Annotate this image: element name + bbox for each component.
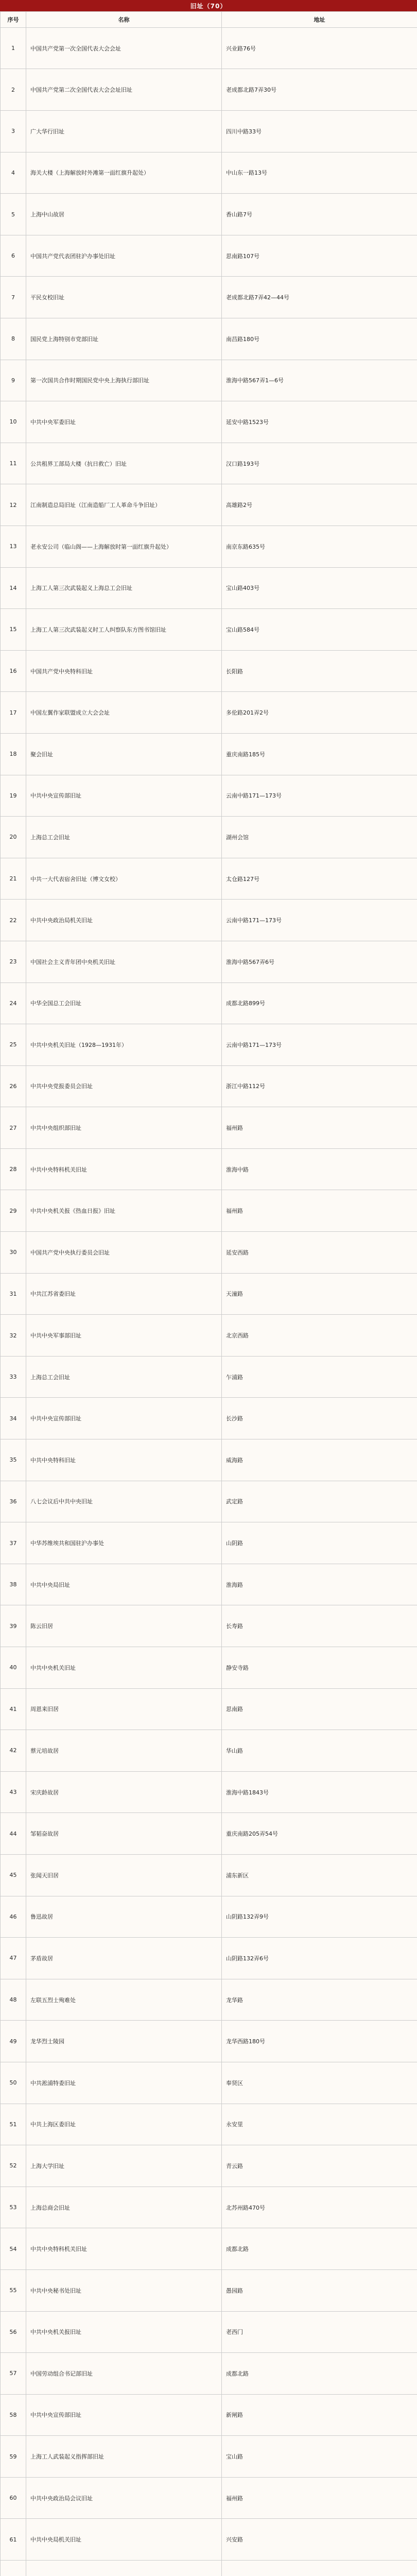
name-cell: 江南制造总局旧址（江南造船厂工人革命斗争旧址） bbox=[26, 484, 222, 526]
name-cell: 中共上海区委旧址 bbox=[26, 2104, 222, 2145]
index-cell: 47 bbox=[1, 1938, 26, 1979]
address-cell: 华山路 bbox=[222, 1730, 417, 1772]
address-cell: 香山路7号 bbox=[222, 194, 417, 235]
table-row bbox=[1, 2062, 417, 2104]
name-cell: 平民女校旧址 bbox=[26, 277, 222, 318]
address-cell: 汉口路193号 bbox=[222, 443, 417, 484]
name-cell: 中华苏维埃共和国驻沪办事处 bbox=[26, 1522, 222, 1564]
name-cell: 中国社会主义青年团中央机关旧址 bbox=[26, 941, 222, 982]
index-cell: 29 bbox=[1, 1190, 26, 1232]
index-cell: 12 bbox=[1, 484, 26, 526]
name-cell: 上海工人武装起义指挥部旧址 bbox=[26, 2436, 222, 2478]
name-cell: 中共中央特科机关旧址 bbox=[26, 1148, 222, 1190]
table-row bbox=[1, 733, 417, 775]
table-row bbox=[1, 1771, 417, 1813]
address-cell: 多伦路201弄2号 bbox=[222, 692, 417, 734]
index-cell: 30 bbox=[1, 1232, 26, 1274]
table-row bbox=[1, 484, 417, 526]
address-cell: 天潼路 bbox=[222, 1273, 417, 1315]
name-cell: 中共江苏省委旧址 bbox=[26, 1273, 222, 1315]
index-cell: 35 bbox=[1, 1439, 26, 1481]
table-row bbox=[1, 1813, 417, 1855]
index-cell: 6 bbox=[1, 235, 26, 277]
table-row bbox=[1, 2394, 417, 2436]
name-cell: 八七会议后中共中央旧址 bbox=[26, 1481, 222, 1522]
address-cell bbox=[222, 2561, 417, 2576]
table-row bbox=[1, 2561, 417, 2576]
address-cell: 宝山路584号 bbox=[222, 609, 417, 651]
name-cell: 中共中央宣传部旧址 bbox=[26, 1398, 222, 1439]
index-cell: 14 bbox=[1, 567, 26, 609]
index-cell: 24 bbox=[1, 982, 26, 1024]
index-cell: 13 bbox=[1, 526, 26, 567]
index-cell: 53 bbox=[1, 2187, 26, 2228]
table-row bbox=[1, 1232, 417, 1274]
name-cell: 老永安公司（临山阁——上海解放时第一面红旗升起处） bbox=[26, 526, 222, 567]
table-row bbox=[1, 900, 417, 941]
index-header: 序号 bbox=[1, 12, 26, 28]
table-row bbox=[1, 1564, 417, 1605]
name-cell: 上海总工会旧址 bbox=[26, 817, 222, 858]
name-cell: 中国劳动组合书记部旧址 bbox=[26, 2353, 222, 2395]
address-cell: 福州路 bbox=[222, 1190, 417, 1232]
table-row bbox=[1, 1481, 417, 1522]
name-cell: 公共租界工部局大楼（抗日救亡）旧址 bbox=[26, 443, 222, 484]
address-cell: 龙华西路180号 bbox=[222, 2021, 417, 2062]
name-cell: 上海工人第三次武装起义上海总工会旧址 bbox=[26, 567, 222, 609]
table-row bbox=[1, 1647, 417, 1689]
address-cell: 山阴路132弄9号 bbox=[222, 1896, 417, 1938]
table-row bbox=[1, 1315, 417, 1357]
name-cell: 中共中央特科旧址 bbox=[26, 1439, 222, 1481]
name-cell: 广大华行旧址 bbox=[26, 111, 222, 152]
index-cell: 1 bbox=[1, 27, 26, 69]
address-cell: 浦东新区 bbox=[222, 1854, 417, 1896]
table-row bbox=[1, 2311, 417, 2353]
index-cell: 4 bbox=[1, 152, 26, 194]
address-cell: 重庆南路185号 bbox=[222, 733, 417, 775]
address-cell: 淮海路 bbox=[222, 1564, 417, 1605]
address-cell: 山阴路132弄6号 bbox=[222, 1938, 417, 1979]
address-cell: 湖州会馆 bbox=[222, 817, 417, 858]
address-cell: 重庆南路205弄54号 bbox=[222, 1813, 417, 1855]
name-cell: 聚会旧址 bbox=[26, 733, 222, 775]
name-cell: 中共中央军事部旧址 bbox=[26, 1315, 222, 1357]
address-cell: 淮海中路567弄6号 bbox=[222, 941, 417, 982]
index-cell: 2 bbox=[1, 69, 26, 111]
index-cell: 9 bbox=[1, 360, 26, 401]
table-row bbox=[1, 2145, 417, 2187]
table-row bbox=[1, 858, 417, 900]
name-cell: 中国左翼作家联盟成立大会会址 bbox=[26, 692, 222, 734]
table-row bbox=[1, 1522, 417, 1564]
address-cell: 福州路 bbox=[222, 1107, 417, 1149]
table-row bbox=[1, 443, 417, 484]
name-cell: 中共一大代表宿舍旧址（博文女校） bbox=[26, 858, 222, 900]
address-cell: 南京东路635号 bbox=[222, 526, 417, 567]
table-row bbox=[1, 609, 417, 651]
name-cell: 上海工人第三次武装起义时工人纠察队东方图书馆旧址 bbox=[26, 609, 222, 651]
index-cell bbox=[1, 2561, 26, 2576]
name-cell: 周恩来旧居 bbox=[26, 1688, 222, 1730]
address-cell: 奉贤区 bbox=[222, 2062, 417, 2104]
name-cell: 中共中央宣传部旧址 bbox=[26, 775, 222, 817]
name-cell: 中国共产党第一次全国代表大会会址 bbox=[26, 27, 222, 69]
table-row bbox=[1, 111, 417, 152]
table-row bbox=[1, 567, 417, 609]
address-cell: 浙江中路112号 bbox=[222, 1065, 417, 1107]
table-row bbox=[1, 650, 417, 692]
index-cell: 41 bbox=[1, 1688, 26, 1730]
name-cell: 中共中央党报委员会旧址 bbox=[26, 1065, 222, 1107]
index-cell: 17 bbox=[1, 692, 26, 734]
index-cell: 42 bbox=[1, 1730, 26, 1772]
table-row bbox=[1, 1979, 417, 2021]
index-cell: 28 bbox=[1, 1148, 26, 1190]
address-cell: 四川中路33号 bbox=[222, 111, 417, 152]
table-row bbox=[1, 1688, 417, 1730]
index-cell: 38 bbox=[1, 1564, 26, 1605]
name-cell: 鲁迅故居 bbox=[26, 1896, 222, 1938]
name-cell: 中共中央组织部旧址 bbox=[26, 1107, 222, 1149]
name-cell: 中共中央政治局会议旧址 bbox=[26, 2477, 222, 2519]
address-cell: 淮海中路 bbox=[222, 1148, 417, 1190]
table-row bbox=[1, 360, 417, 401]
name-cell: 茅盾故居 bbox=[26, 1938, 222, 1979]
table-row bbox=[1, 982, 417, 1024]
address-cell: 永安里 bbox=[222, 2104, 417, 2145]
name-cell: 陈云旧居 bbox=[26, 1605, 222, 1647]
table-row bbox=[1, 1190, 417, 1232]
address-cell: 北苏州路470号 bbox=[222, 2187, 417, 2228]
table-row bbox=[1, 2187, 417, 2228]
table-row bbox=[1, 2353, 417, 2395]
name-cell: 中共中央局旧址 bbox=[26, 1564, 222, 1605]
name-cell: 中华全国总工会旧址 bbox=[26, 982, 222, 1024]
address-cell: 成都北路899号 bbox=[222, 982, 417, 1024]
index-cell: 51 bbox=[1, 2104, 26, 2145]
table-row bbox=[1, 526, 417, 567]
name-cell: 海关大楼（上海解放时外滩第一面红旗升起处） bbox=[26, 152, 222, 194]
address-cell: 福州路 bbox=[222, 2477, 417, 2519]
name-cell: 中共淞浦特委旧址 bbox=[26, 2062, 222, 2104]
index-cell: 56 bbox=[1, 2311, 26, 2353]
index-cell: 26 bbox=[1, 1065, 26, 1107]
table-row bbox=[1, 941, 417, 982]
table-row bbox=[1, 1938, 417, 1979]
table-row bbox=[1, 692, 417, 734]
index-cell: 34 bbox=[1, 1398, 26, 1439]
table-row bbox=[1, 1439, 417, 1481]
address-cell: 武定路 bbox=[222, 1481, 417, 1522]
name-cell: 国民党上海特别市党部旧址 bbox=[26, 318, 222, 360]
index-cell: 50 bbox=[1, 2062, 26, 2104]
address-cell: 老成都北路7弄30号 bbox=[222, 69, 417, 111]
name-cell: 中共中央秘书处旧址 bbox=[26, 2269, 222, 2311]
index-cell: 36 bbox=[1, 1481, 26, 1522]
index-cell: 52 bbox=[1, 2145, 26, 2187]
name-cell: 中共中央军委旧址 bbox=[26, 401, 222, 443]
address-cell: 延安中路1523号 bbox=[222, 401, 417, 443]
table-row bbox=[1, 1356, 417, 1398]
address-cell: 长沙路 bbox=[222, 1398, 417, 1439]
table-row bbox=[1, 2477, 417, 2519]
name-cell: 龙华烈士陵园 bbox=[26, 2021, 222, 2062]
index-cell: 21 bbox=[1, 858, 26, 900]
table-row bbox=[1, 1896, 417, 1938]
index-cell: 3 bbox=[1, 111, 26, 152]
index-cell: 60 bbox=[1, 2477, 26, 2519]
name-cell bbox=[26, 2561, 222, 2576]
index-cell: 10 bbox=[1, 401, 26, 443]
name-cell: 中国共产党中央执行委员会旧址 bbox=[26, 1232, 222, 1274]
index-cell: 7 bbox=[1, 277, 26, 318]
table-row bbox=[1, 817, 417, 858]
index-cell: 37 bbox=[1, 1522, 26, 1564]
address-cell: 愚园路 bbox=[222, 2269, 417, 2311]
name-cell: 蔡元培故居 bbox=[26, 1730, 222, 1772]
name-cell: 上海大学旧址 bbox=[26, 2145, 222, 2187]
index-cell: 46 bbox=[1, 1896, 26, 1938]
address-cell: 乍浦路 bbox=[222, 1356, 417, 1398]
address-cell: 兴业路76号 bbox=[222, 27, 417, 69]
table-row bbox=[1, 2519, 417, 2561]
address-cell: 淮海中路567弄1—6号 bbox=[222, 360, 417, 401]
index-cell: 8 bbox=[1, 318, 26, 360]
name-cell: 宋庆龄故居 bbox=[26, 1771, 222, 1813]
address-cell: 思南路 bbox=[222, 1688, 417, 1730]
name-cell: 中共中央机关旧址（1928—1931年） bbox=[26, 1024, 222, 1066]
address-cell: 成都北路 bbox=[222, 2228, 417, 2270]
name-cell: 中共中央政治局机关旧址 bbox=[26, 900, 222, 941]
data-table bbox=[0, 11, 417, 2576]
name-cell: 中国共产党第二次全国代表大会会址旧址 bbox=[26, 69, 222, 111]
table-row bbox=[1, 2104, 417, 2145]
table-row bbox=[1, 2228, 417, 2270]
index-cell: 18 bbox=[1, 733, 26, 775]
address-cell: 中山东一路13号 bbox=[222, 152, 417, 194]
index-cell: 16 bbox=[1, 650, 26, 692]
index-cell: 54 bbox=[1, 2228, 26, 2270]
address-cell: 淮海中路1843号 bbox=[222, 1771, 417, 1813]
index-cell: 58 bbox=[1, 2394, 26, 2436]
index-cell: 33 bbox=[1, 1356, 26, 1398]
table-row bbox=[1, 1024, 417, 1066]
index-cell: 40 bbox=[1, 1647, 26, 1689]
address-cell: 宝山路403号 bbox=[222, 567, 417, 609]
index-cell: 44 bbox=[1, 1813, 26, 1855]
table-row bbox=[1, 27, 417, 69]
address-cell: 老西门 bbox=[222, 2311, 417, 2353]
address-cell: 延安西路 bbox=[222, 1232, 417, 1274]
address-cell: 云南中路171—173号 bbox=[222, 1024, 417, 1066]
address-cell: 太仓路127号 bbox=[222, 858, 417, 900]
name-cell: 中共中央机关旧址 bbox=[26, 1647, 222, 1689]
index-cell: 27 bbox=[1, 1107, 26, 1149]
address-cell: 老成都北路7弄42—44号 bbox=[222, 277, 417, 318]
name-cell: 上海总商会旧址 bbox=[26, 2187, 222, 2228]
address-cell: 新闸路 bbox=[222, 2394, 417, 2436]
table-row bbox=[1, 401, 417, 443]
index-cell: 23 bbox=[1, 941, 26, 982]
name-cell: 中共中央机关报旧址 bbox=[26, 2311, 222, 2353]
name-cell: 中共中央宣传部旧址 bbox=[26, 2394, 222, 2436]
index-cell: 31 bbox=[1, 1273, 26, 1315]
address-cell: 云南中路171—173号 bbox=[222, 775, 417, 817]
table-row bbox=[1, 1398, 417, 1439]
table-row bbox=[1, 194, 417, 235]
address-cell: 南昌路180号 bbox=[222, 318, 417, 360]
name-cell: 中共中央局机关旧址 bbox=[26, 2519, 222, 2561]
index-cell: 39 bbox=[1, 1605, 26, 1647]
index-cell: 57 bbox=[1, 2353, 26, 2395]
address-cell: 青云路 bbox=[222, 2145, 417, 2187]
table-row bbox=[1, 235, 417, 277]
index-cell: 15 bbox=[1, 609, 26, 651]
name-cell: 上海总工会旧址 bbox=[26, 1356, 222, 1398]
index-cell: 20 bbox=[1, 817, 26, 858]
name-cell: 中共中央机关报《热血日报》旧址 bbox=[26, 1190, 222, 1232]
table-row bbox=[1, 1605, 417, 1647]
table-row bbox=[1, 775, 417, 817]
table-row bbox=[1, 318, 417, 360]
name-cell: 第一次国共合作时期国民党中央上海执行部旧址 bbox=[26, 360, 222, 401]
address-cell: 思南路107号 bbox=[222, 235, 417, 277]
index-cell: 61 bbox=[1, 2519, 26, 2561]
index-cell: 45 bbox=[1, 1854, 26, 1896]
address-cell: 高雄路2号 bbox=[222, 484, 417, 526]
table-row bbox=[1, 152, 417, 194]
address-cell: 兴安路 bbox=[222, 2519, 417, 2561]
table-header-row bbox=[1, 12, 417, 28]
index-cell: 55 bbox=[1, 2269, 26, 2311]
address-cell: 长寿路 bbox=[222, 1605, 417, 1647]
address-cell: 龙华路 bbox=[222, 1979, 417, 2021]
table-row bbox=[1, 1273, 417, 1315]
address-cell: 云南中路171—173号 bbox=[222, 900, 417, 941]
index-cell: 48 bbox=[1, 1979, 26, 2021]
index-cell: 22 bbox=[1, 900, 26, 941]
index-cell: 32 bbox=[1, 1315, 26, 1357]
section-title: 旧址（70） bbox=[0, 0, 417, 11]
table-row bbox=[1, 277, 417, 318]
table-row bbox=[1, 2021, 417, 2062]
name-cell: 中国共产党代表团驻沪办事处旧址 bbox=[26, 235, 222, 277]
index-cell: 11 bbox=[1, 443, 26, 484]
table-row bbox=[1, 2436, 417, 2478]
name-cell: 中国共产党中央特科旧址 bbox=[26, 650, 222, 692]
address-header: 地址 bbox=[222, 12, 417, 28]
name-header: 名称 bbox=[26, 12, 222, 28]
table-row bbox=[1, 1065, 417, 1107]
table-row bbox=[1, 1107, 417, 1149]
table-row bbox=[1, 69, 417, 111]
index-cell: 25 bbox=[1, 1024, 26, 1066]
address-cell: 山阴路 bbox=[222, 1522, 417, 1564]
name-cell: 左联五烈士殉难处 bbox=[26, 1979, 222, 2021]
index-cell: 5 bbox=[1, 194, 26, 235]
name-cell: 中共中央特科机关旧址 bbox=[26, 2228, 222, 2270]
address-cell: 威海路 bbox=[222, 1439, 417, 1481]
name-cell: 邹韬奋故居 bbox=[26, 1813, 222, 1855]
table-row bbox=[1, 1148, 417, 1190]
address-cell: 长阳路 bbox=[222, 650, 417, 692]
address-cell: 成都北路 bbox=[222, 2353, 417, 2395]
address-cell: 宝山路 bbox=[222, 2436, 417, 2478]
table-row bbox=[1, 2269, 417, 2311]
address-cell: 北京西路 bbox=[222, 1315, 417, 1357]
address-cell: 静安寺路 bbox=[222, 1647, 417, 1689]
index-cell: 19 bbox=[1, 775, 26, 817]
index-cell: 49 bbox=[1, 2021, 26, 2062]
index-cell: 43 bbox=[1, 1771, 26, 1813]
index-cell: 59 bbox=[1, 2436, 26, 2478]
table-row bbox=[1, 1730, 417, 1772]
name-cell: 上海中山故居 bbox=[26, 194, 222, 235]
table-row bbox=[1, 1854, 417, 1896]
name-cell: 张闻天旧居 bbox=[26, 1854, 222, 1896]
